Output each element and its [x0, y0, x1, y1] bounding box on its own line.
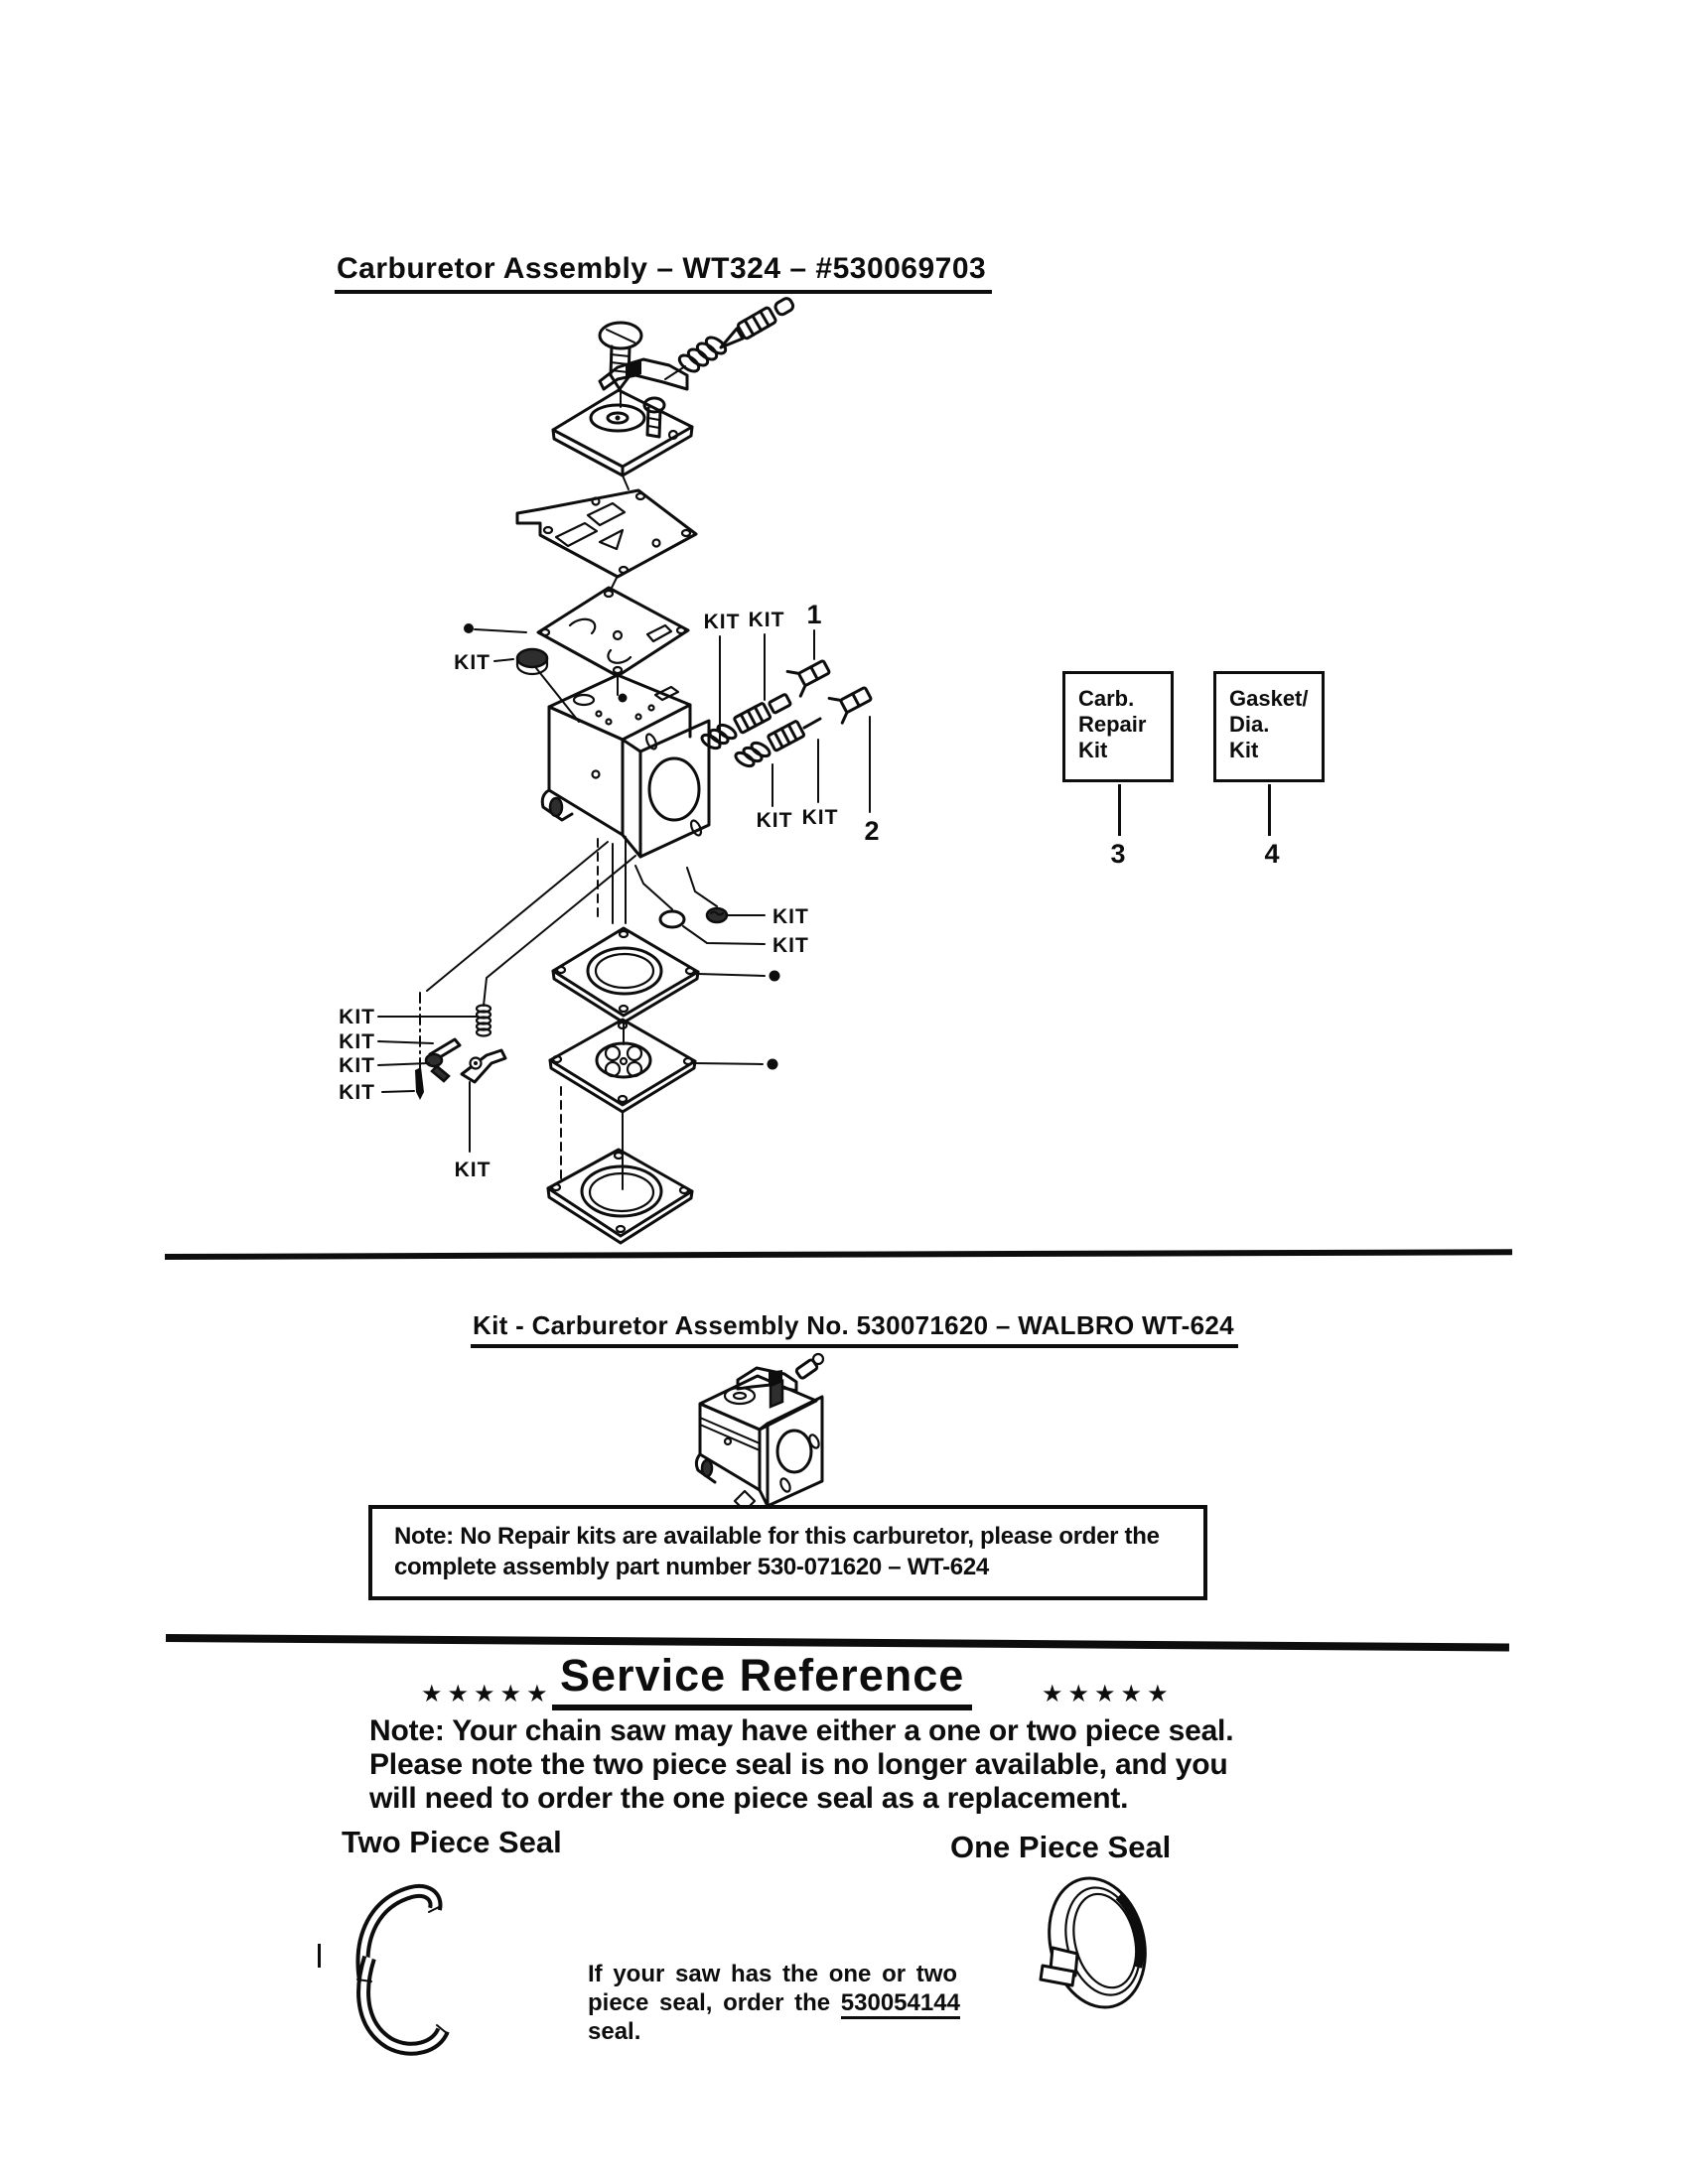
kit-label: KIT	[339, 1006, 375, 1028]
tick-mark	[318, 1944, 321, 1968]
service-reference-heading: Service Reference	[552, 1650, 972, 1710]
pump-gasket	[517, 490, 696, 588]
box4-leader-line	[1268, 784, 1271, 836]
one-piece-seal	[1036, 1868, 1158, 2018]
stars-left: ★★★★★	[421, 1680, 553, 1707]
carburetor-exploded-diagram	[278, 288, 993, 1271]
check-valve-parts	[660, 908, 765, 944]
jet-part-2	[829, 681, 875, 723]
throttle-bracket	[600, 359, 687, 405]
box3-leader-line	[1118, 784, 1121, 836]
needle-lever-parts	[378, 1006, 505, 1153]
seal-note-line: will need to order the one piece seal as a replacement.	[369, 1782, 1129, 1815]
stars-right: ★★★★★	[1042, 1680, 1174, 1707]
kit-label: KIT	[454, 651, 491, 674]
two-piece-seal-label: Two Piece Seal	[342, 1825, 562, 1859]
kit-label: KIT	[772, 934, 809, 957]
top-cover-plate	[553, 390, 692, 489]
bullet-leader-upper	[464, 623, 526, 633]
carb-repair-kit-line: Carb.	[1078, 686, 1135, 711]
jet-part-1	[787, 654, 833, 696]
one-piece-seal-drawing	[1033, 1866, 1162, 2045]
kit-label: KIT	[339, 1054, 375, 1077]
note-line: complete assembly part number 530-071620 – WT-624	[394, 1554, 989, 1580]
seal-note-line: Please note the two piece seal is no longer available, and you	[369, 1748, 1228, 1781]
callout-3: 3	[1110, 839, 1126, 869]
kit-label: KIT	[339, 1081, 375, 1104]
carburetor-wt624	[696, 1354, 823, 1511]
section-divider	[166, 1634, 1509, 1651]
kit-label: KIT	[454, 1159, 491, 1181]
order-line-prefix: piece seal, order the	[588, 1989, 841, 2016]
carb-repair-kit-box	[1062, 671, 1174, 782]
order-line: If your saw has the one or two	[588, 1961, 958, 1987]
welch-plug	[494, 649, 579, 722]
seal-note-line: Note: Your chain saw may have either a one or two piece seal.	[369, 1714, 1234, 1747]
two-piece-seal	[357, 1891, 448, 2049]
metering-gasket	[538, 588, 688, 695]
order-line	[588, 1988, 960, 2017]
order-line: seal.	[588, 2018, 641, 2045]
kit-label: KIT	[772, 905, 809, 928]
note-line: Note: No Repair kits are available for this carburetor, please order the	[394, 1523, 1160, 1550]
gasket-kit-line: Kit	[1229, 738, 1259, 762]
kit-label: KIT	[748, 609, 785, 631]
kit-label: KIT	[339, 1030, 375, 1053]
callout-1: 1	[806, 600, 822, 629]
carburetor-body	[542, 675, 709, 857]
section2-title: Kit - Carburetor Assembly No. 530071620 – WALBRO WT-624	[471, 1310, 1238, 1348]
gasket-kit-line: Gasket/	[1229, 686, 1309, 711]
callout-2: 2	[864, 816, 880, 846]
jet-assembly-upper	[700, 694, 791, 751]
idle-needle-spring	[665, 297, 794, 379]
fuel-pump-diaphragm	[553, 928, 780, 1044]
no-repair-kits-note	[368, 1505, 1207, 1600]
order-instruction-text	[588, 1960, 960, 2046]
section1-title: Carburetor Assembly – WT324 – #530069703	[335, 252, 992, 294]
carb-repair-kit-line: Kit	[1078, 738, 1108, 762]
gasket-kit-line: Dia.	[1229, 712, 1270, 737]
kit-label: KIT	[756, 809, 793, 832]
part-number: 530054144	[841, 1989, 960, 2019]
callout-4: 4	[1264, 839, 1280, 869]
carb-repair-kit-line: Repair	[1078, 712, 1147, 737]
walbro-carburetor-drawing	[685, 1348, 859, 1517]
one-piece-seal-label: One Piece Seal	[950, 1830, 1172, 1864]
seal-note-text	[369, 1714, 1233, 1816]
kit-label: KIT	[703, 611, 741, 633]
gasket-dia-kit-box	[1213, 671, 1325, 782]
metering-diaphragm	[550, 1020, 778, 1112]
kit-label: KIT	[801, 806, 839, 829]
two-piece-seal-drawing	[338, 1876, 467, 2055]
